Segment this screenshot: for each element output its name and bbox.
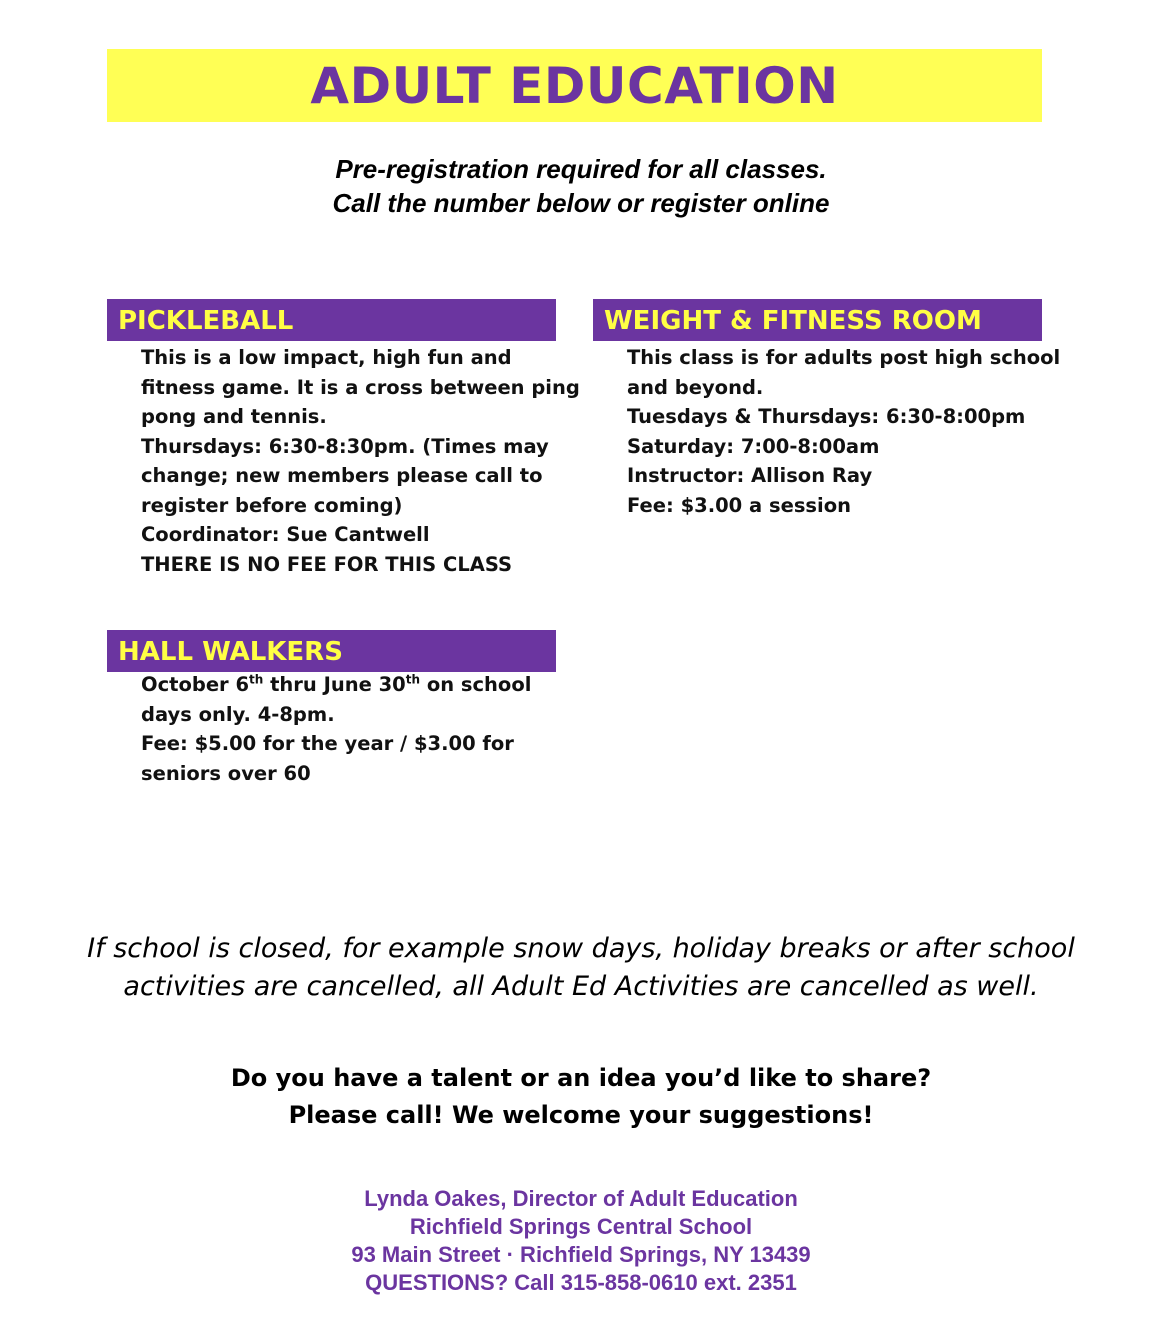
hall-walkers-line: seniors over 60	[141, 761, 311, 785]
pickleball-line: Thursdays: 6:30-8:30pm. (Times may	[141, 434, 549, 458]
pickleball-line: This is a low impact, high fun and	[141, 346, 512, 369]
talent-line-1: Do you have a talent or an idea you’d like to share?	[230, 1064, 932, 1092]
talent-line-2: Please call! We welcome your suggestions!	[288, 1101, 874, 1129]
hall-walkers-heading: HALL WALKERS	[107, 630, 556, 672]
hall-walkers-line: days only. 4-8pm.	[141, 702, 335, 726]
fitness-line: Instructor: Allison Ray	[627, 464, 873, 487]
pickleball-line: Coordinator: Sue Cantwell	[141, 523, 430, 546]
fitness-line: Tuesdays & Thursdays: 6:30-8:00pm	[627, 405, 1026, 428]
pickleball-line: THERE IS NO FEE FOR THIS CLASS	[141, 552, 513, 576]
fitness-room-description	[627, 343, 1060, 520]
school-address: 93 Main Street · Richfield Springs, NY 13439	[351, 1242, 811, 1267]
notice-line-2: activities are cancelled, all Adult Ed Activities are cancelled as well.	[123, 971, 1039, 1002]
hall-walkers-dates: October 6th thru June 30th on school	[141, 672, 532, 696]
pickleball-line: change; new members please call to	[141, 464, 543, 487]
fitness-line: This class is for adults post high school	[627, 346, 1061, 369]
page-title: ADULT EDUCATION	[310, 56, 839, 115]
school-name: Richfield Springs Central School	[409, 1214, 753, 1239]
contact-phone: QUESTIONS? Call 315-858-0610 ext. 2351	[365, 1270, 797, 1295]
talent-invitation	[0, 1060, 1162, 1134]
notice-line-1: If school is closed, for example snow days, holiday breaks or after school	[87, 933, 1075, 964]
prereg-line-2: Call the number below or register online	[332, 188, 830, 218]
pickleball-description	[141, 343, 580, 579]
fitness-line: Fee: $3.00 a session	[627, 493, 851, 517]
fitness-line: and beyond.	[627, 375, 764, 399]
hall-walkers-description	[141, 670, 531, 788]
title-banner	[107, 49, 1042, 122]
prereg-line-1: Pre-registration required for all classes.	[335, 154, 827, 184]
hall-walkers-line: Fee: $5.00 for the year / $3.00 for	[141, 732, 514, 755]
pickleball-line: register before coming)	[141, 493, 403, 517]
director-name: Lynda Oakes, Director of Adult Education	[364, 1186, 798, 1211]
preregistration-note	[0, 152, 1162, 220]
fitness-line: Saturday: 7:00-8:00am	[627, 434, 880, 458]
pickleball-heading: PICKLEBALL	[107, 299, 556, 341]
fitness-room-heading: WEIGHT & FITNESS ROOM	[593, 299, 1042, 341]
contact-info	[0, 1185, 1162, 1297]
school-closure-notice	[0, 930, 1162, 1006]
pickleball-line: pong and tennis.	[141, 405, 327, 428]
pickleball-line: fitness game. It is a cross between ping	[141, 375, 580, 399]
